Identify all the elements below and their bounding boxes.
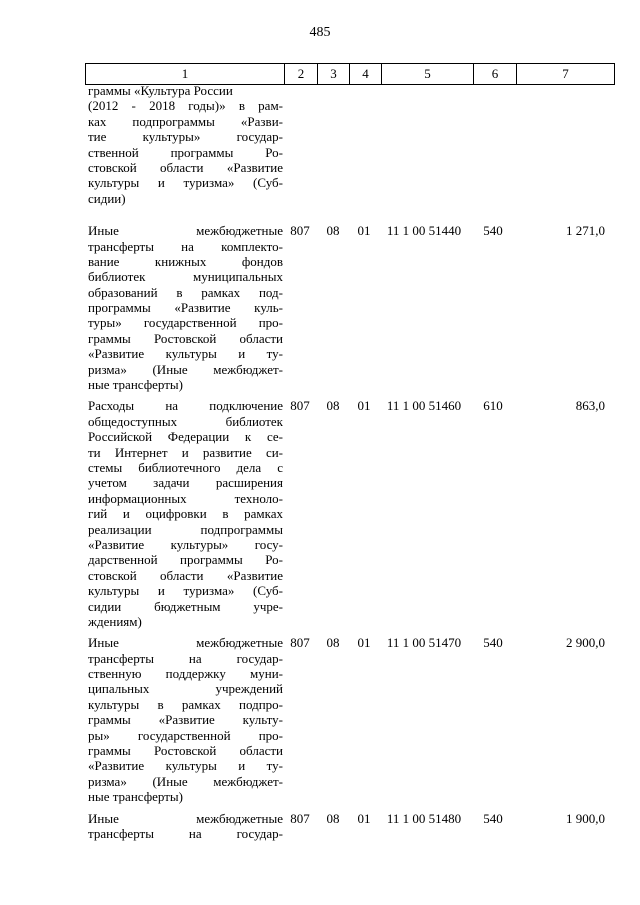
- description-line: граммы Ростовской области: [88, 743, 283, 759]
- description-line: тие культуры» государ-: [88, 129, 283, 145]
- code-ved: 807: [290, 635, 310, 651]
- header-col-1: 1: [181, 66, 189, 81]
- header-col-4: 4: [349, 64, 381, 84]
- code-expense-type: 540: [483, 223, 503, 239]
- description-line: образований в рамках под-: [88, 284, 283, 300]
- table-row: [85, 83, 615, 206]
- description-line: ждениям): [88, 613, 142, 629]
- row-description: [88, 811, 283, 842]
- description-line: (2012 - 2018 годы)» в рам-: [88, 98, 283, 114]
- page-number: 485: [309, 25, 331, 40]
- description-line: сидии бюджетным учре-: [88, 598, 283, 614]
- amount: 1 900,0: [566, 810, 605, 826]
- table-row: [85, 811, 615, 842]
- description-line: трансферты на комплекто-: [88, 238, 283, 254]
- description-line: общедоступных библиотек: [88, 413, 283, 429]
- table-body: [85, 83, 615, 841]
- description-line: учетом задачи расширения: [88, 475, 283, 491]
- table-row: [85, 398, 615, 629]
- budget-table: [85, 63, 615, 841]
- description-line: ственной программы Ро-: [88, 144, 283, 160]
- description-line: «Развитие культуры и ту-: [88, 758, 283, 774]
- description-line: туры» государственной про-: [88, 315, 283, 331]
- row-description: [88, 635, 283, 804]
- code-ved: 807: [290, 810, 310, 826]
- description-line: вание книжных фондов: [88, 253, 283, 269]
- description-line: Российской Федерации к се-: [88, 429, 283, 445]
- table-header-row: [85, 63, 615, 85]
- header-col-2: 2: [284, 64, 317, 84]
- description-line: культуры и туризма» (Суб-: [88, 175, 283, 191]
- code-subsection: 01: [357, 398, 371, 414]
- code-expense-type: 610: [483, 398, 503, 414]
- table-row: [85, 635, 615, 804]
- description-line: граммы Ростовской области: [88, 330, 283, 346]
- description-line: Иные межбюджетные: [88, 810, 283, 826]
- amount: 2 900,0: [566, 635, 605, 651]
- header-col-3: 3: [317, 64, 349, 84]
- description-line: «Развитие культуры» госу-: [88, 536, 283, 552]
- row-description: [88, 398, 283, 629]
- code-ved: 807: [290, 223, 310, 239]
- header-col-7: 7: [516, 64, 614, 84]
- description-line: Иные межбюджетные: [88, 635, 283, 651]
- description-line: ках подпрограммы «Разви-: [88, 113, 283, 129]
- code-section: 08: [326, 398, 340, 414]
- description-line: ти Интернет и развитие си-: [88, 444, 283, 460]
- table-row: [85, 223, 615, 392]
- code-section: 08: [326, 635, 340, 651]
- description-line: стовской области «Развитие: [88, 159, 283, 175]
- row-description: [88, 83, 283, 206]
- description-line: информационных техноло-: [88, 490, 283, 506]
- amount: 1 271,0: [566, 223, 605, 239]
- amount: 863,0: [575, 398, 605, 414]
- code-subsection: 01: [357, 635, 371, 651]
- description-line: ственную поддержку муни-: [88, 666, 283, 682]
- description-line: культуры в рамках подпро-: [88, 696, 283, 712]
- code-ved: 807: [290, 398, 310, 414]
- description-line: ры» государственной про-: [88, 727, 283, 743]
- description-line: ные трансферты): [88, 377, 183, 393]
- description-line: стемы библиотечного дела с: [88, 459, 283, 475]
- code-subsection: 01: [357, 810, 371, 826]
- description-line: культуры и туризма» (Суб-: [88, 583, 283, 599]
- code-expense-type: 540: [483, 635, 503, 651]
- code-subsection: 01: [357, 223, 371, 239]
- description-line: программы «Развитие куль-: [88, 300, 283, 316]
- description-line: дарственной программы Ро-: [88, 552, 283, 568]
- description-line: ризма» (Иные межбюджет-: [88, 361, 283, 377]
- description-line: граммы «Развитие культу-: [88, 712, 283, 728]
- description-line: Расходы на подключение: [88, 398, 283, 414]
- description-line: трансферты на государ-: [88, 825, 283, 841]
- description-line: стовской области «Развитие: [88, 567, 283, 583]
- header-col-5: 5: [381, 64, 473, 84]
- code-section: 08: [326, 810, 340, 826]
- code-target-article: 11 1 00 51470: [386, 635, 462, 651]
- description-line: Иные межбюджетные: [88, 223, 283, 239]
- code-expense-type: 540: [483, 810, 503, 826]
- description-line: трансферты на государ-: [88, 650, 283, 666]
- description-line: сидии): [88, 190, 126, 206]
- description-line: ные трансферты): [88, 789, 183, 805]
- description-line: библиотек муниципальных: [88, 269, 283, 285]
- description-line: ципальных учреждений: [88, 681, 283, 697]
- description-line: ризма» (Иные межбюджет-: [88, 773, 283, 789]
- code-target-article: 11 1 00 51480: [386, 810, 462, 826]
- description-line: «Развитие культуры и ту-: [88, 346, 283, 362]
- description-line: реализации подпрограммы: [88, 521, 283, 537]
- description-line: гий и оцифровки в рамках: [88, 506, 283, 522]
- header-col-6: 6: [473, 64, 516, 84]
- code-section: 08: [326, 223, 340, 239]
- code-target-article: 11 1 00 51440: [386, 223, 462, 239]
- row-description: [88, 223, 283, 392]
- code-target-article: 11 1 00 51460: [386, 398, 462, 414]
- description-line: граммы «Культура России: [88, 83, 233, 98]
